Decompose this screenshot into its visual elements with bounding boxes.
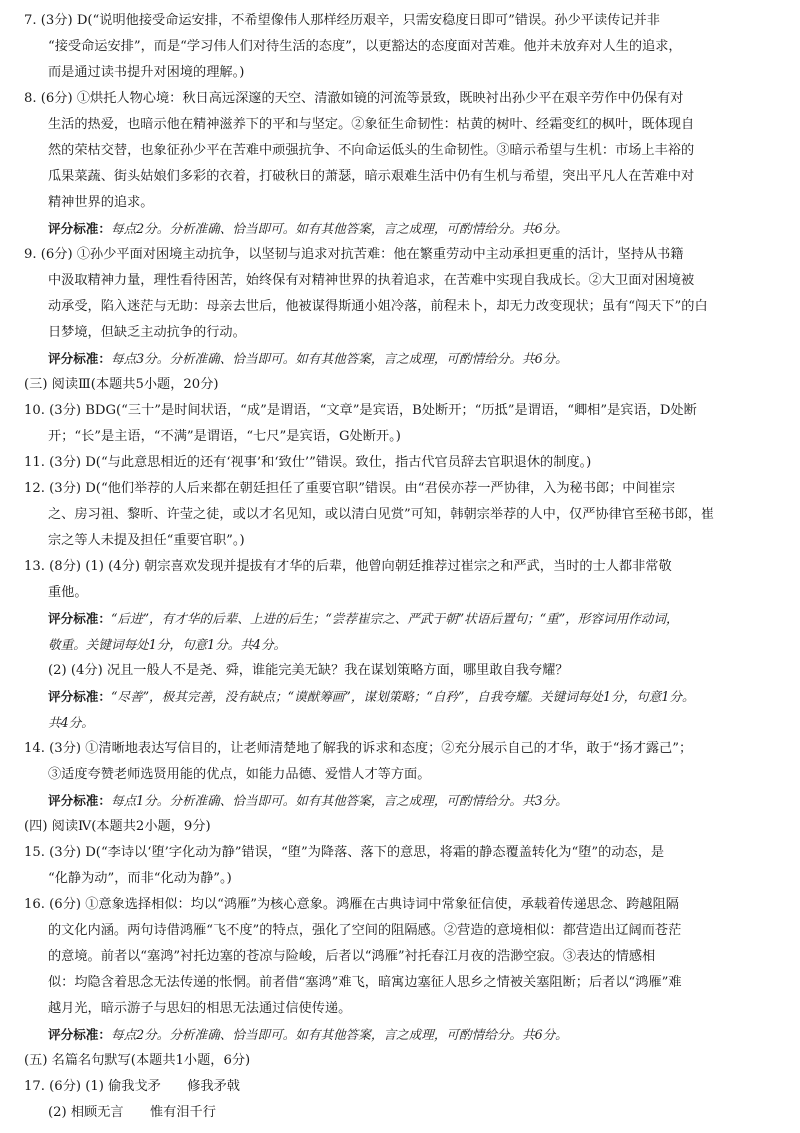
rubric-text: 每点1分。分析准确、恰当即可。如有其他答案，言之成理，可酌情给分。共3分。 — [110, 793, 568, 808]
rubric-label: 评分标准： — [48, 689, 111, 704]
answer-q13-line-2: 重他。 — [48, 585, 88, 600]
rubric-text: 每点2分。分析准确、恰当即可。如有其他答案，言之成理，可酌情给分。共6分。 — [110, 1027, 568, 1042]
answer-q12-line-2: 之、房习祖、黎昕、许莹之徒，或以才名见知，或以清白见赏”可知，韩朝宗举荐的人中，仅严协律官至秘书郎，崔 — [48, 507, 715, 522]
rubric-q8 — [48, 216, 568, 242]
answer-q12-line-1: 12. (3分) D(“他们举荐的人后来都在朝廷担任了重要官职”错误。由“君侯亦荐一严协律，入为秘书郎；中间崔宗 — [24, 481, 676, 496]
answer-q9-line-1: 9. (6分) ①孙少平面对困境主动抗争，以坚韧与追求对抗苦难：他在繁重劳动中主动承担更重的活计，坚持从书籍 — [24, 247, 684, 262]
rubric-q16 — [48, 1022, 568, 1048]
answer-q8-line-2: 生活的热爱，也暗示他在精神滋养下的平和与坚定。②象征生命韧性：枯黄的树叶、经霜变红的枫叶，既体现自 — [48, 117, 695, 132]
rubric-text: 敬重。关键词每处1分，句意1分。共4分。 — [48, 637, 287, 652]
answer-q16-line-4: 似：均隐含着思念无法传递的怅惘。前者借“塞鸿”难飞，暗寓边塞征人思乡之情被关塞阻断；后者以“鸿雁”难 — [48, 975, 682, 990]
rubric-label: 评分标准： — [48, 1027, 111, 1042]
answer-q9-line-3: 动承受，陷入迷茫与无助：母亲去世后，他被谋得斯通小姐冷落，前程未卜，却无力改变现状；虽有“闯天下”的白 — [48, 299, 708, 314]
answer-q10-line-1: 10. (3分) BDG(“三十”是时间状语，“成”是谓语，“文章”是宾语，B处断开；“历抵”是谓语，“卿相”是宾语，D处断 — [24, 403, 697, 418]
section-heading-reading-4: (四) 阅读Ⅳ(本题共2小题，9分) — [24, 819, 211, 834]
answer-q14-line-2: ③适度夸赞老师选贤用能的优点，如能力品德、爱惜人才等方面。 — [48, 767, 431, 782]
rubric-label: 评分标准： — [48, 611, 111, 626]
answer-q13-line-1: 13. (8分) (1) (4分) 朝宗喜欢发现并提拔有才华的后辈，他曾向朝廷推荐过崔宗之和严武，当时的士人都非常敬 — [24, 559, 672, 574]
rubric-q13-part1-line-2 — [48, 632, 286, 658]
answer-q8-line-4: 瓜果菜蔬、街头姑娘们多彩的衣着，打破秋日的萧瑟，暗示艰难生活中仍有生机与希望，突出平凡人在苦难中对 — [48, 169, 695, 184]
answer-q9-line-2: 中汲取精神力量，理性看待困苦，始终保有对精神世界的执着追求，在苦难中实现自我成长。②大卫面对困境被 — [48, 273, 695, 288]
answer-q9-line-4: 日梦境，但缺乏主动抗争的行动。 — [48, 325, 246, 340]
answer-q15-line-1: 15. (3分) D(“李诗以‘堕’字化动为静”错误，“堕”为降落、落下的意思，将霜的静态覆盖转化为“堕”的动态，是 — [24, 845, 665, 860]
rubric-label: 评分标准： — [48, 221, 111, 236]
answer-q14-line-1: 14. (3分) ①清晰地表达写信目的，让老师清楚地了解我的诉求和态度；②充分展示自己的才华，敢于“扬才露己”； — [24, 741, 693, 756]
rubric-q13-part2-line-1 — [48, 684, 695, 710]
answer-q7-line-3: 而是通过读书提升对困境的理解。) — [48, 65, 245, 80]
answer-q8-line-3: 然的荣枯交替，也象征孙少平在苦难中顽强抗争、不向命运低头的生命韧性。③暗示希望与生机：市场上丰裕的 — [48, 143, 695, 158]
section-heading-reading-3: (三) 阅读Ⅲ(本题共5小题，20分) — [24, 377, 219, 392]
rubric-q9 — [48, 346, 568, 372]
rubric-q13-part2-line-2 — [48, 710, 94, 736]
answer-q17-line-2: (2) 相顾无言 惟有泪千行 — [48, 1105, 216, 1120]
answer-q7-line-2: “接受命运安排”，而是“学习伟人们对待生活的态度”，以更豁达的态度面对苦难。他并未放弃对人生的追求， — [48, 39, 682, 54]
answer-q8-line-1: 8. (6分) ①烘托人物心境：秋日高远深邃的天空、清澈如镜的河流等景致，既映衬出孙少平在艰辛劳作中仍保有对 — [24, 91, 684, 106]
answer-q15-line-2: “化静为动”，而非“化动为静”。) — [48, 871, 232, 886]
rubric-q13-part1-line-1 — [48, 606, 679, 632]
answer-q12-line-3: 宗之等人未提及担任“重要官职”。) — [48, 533, 245, 548]
answer-q17-line-1: 17. (6分) (1) 偷我戈矛 修我矛戟 — [24, 1079, 240, 1094]
rubric-text: 每点2分。分析准确、恰当即可。如有其他答案，言之成理，可酌情给分。共6分。 — [110, 221, 568, 236]
answer-q8-line-5: 精神世界的追求。 — [48, 195, 154, 210]
rubric-label: 评分标准： — [48, 793, 111, 808]
answer-q16-line-3: 的意境。前者以“塞鸿”衬托边塞的苍凉与险峻，后者以“鸿雁”衬托春江月夜的浩渺空寂。③表达的情感相 — [48, 949, 656, 964]
answer-q16-line-1: 16. (6分) ①意象选择相似：均以“鸿雁”为核心意象。鸿雁在古典诗词中常象征信使，承载着传递思念、跨越阻隔 — [24, 897, 679, 912]
section-heading-recitation: (五) 名篇名句默写(本题共1小题，6分) — [24, 1053, 251, 1068]
rubric-text: 共4分。 — [48, 715, 94, 730]
rubric-text: “后进”，有才华的后辈、上进的后生；“尝荐崔宗之、严武于朝”状语后置句；“重”，形容词用作动词， — [110, 611, 679, 626]
rubric-label: 评分标准： — [48, 351, 111, 366]
answer-q16-line-2: 的文化内涵。两句诗借鸿雁“飞不度”的特点，强化了空间的阻隔感。②营造的意境相似：都营造出辽阔而苍茫 — [48, 923, 682, 938]
answer-q10-line-2: 开；“长”是主语，“不满”是谓语，“七尺”是宾语，G处断开。) — [48, 429, 401, 444]
answer-q16-line-5: 越月光，暗示游子与思妇的相思无法通过信使传递。 — [48, 1001, 352, 1016]
answer-q7-line-1: 7. (3分) D(“说明他接受命运安排，不希望像伟人那样经历艰辛，只需安稳度日即可”错误。孙少平读传记并非 — [24, 13, 660, 28]
rubric-q14 — [48, 788, 568, 814]
rubric-text: “尽善”，极其完善，没有缺点；“谟猷筹画”，谋划策略；“自矜”，自我夸耀。关键词每处1分，句意1分。 — [110, 689, 695, 704]
answer-q11-line-1: 11. (3分) D(“与此意思相近的还有‘视事’和‘致仕’”错误。致仕，指古代官员辞去官职退休的制度。) — [24, 455, 592, 470]
rubric-text: 每点3分。分析准确、恰当即可。如有其他答案，言之成理，可酌情给分。共6分。 — [110, 351, 568, 366]
answer-q13-part2: (2) (4分) 况且一般人不是尧、舜，谁能完美无缺？我在谋划策略方面，哪里敢自我夸耀？ — [48, 663, 569, 678]
